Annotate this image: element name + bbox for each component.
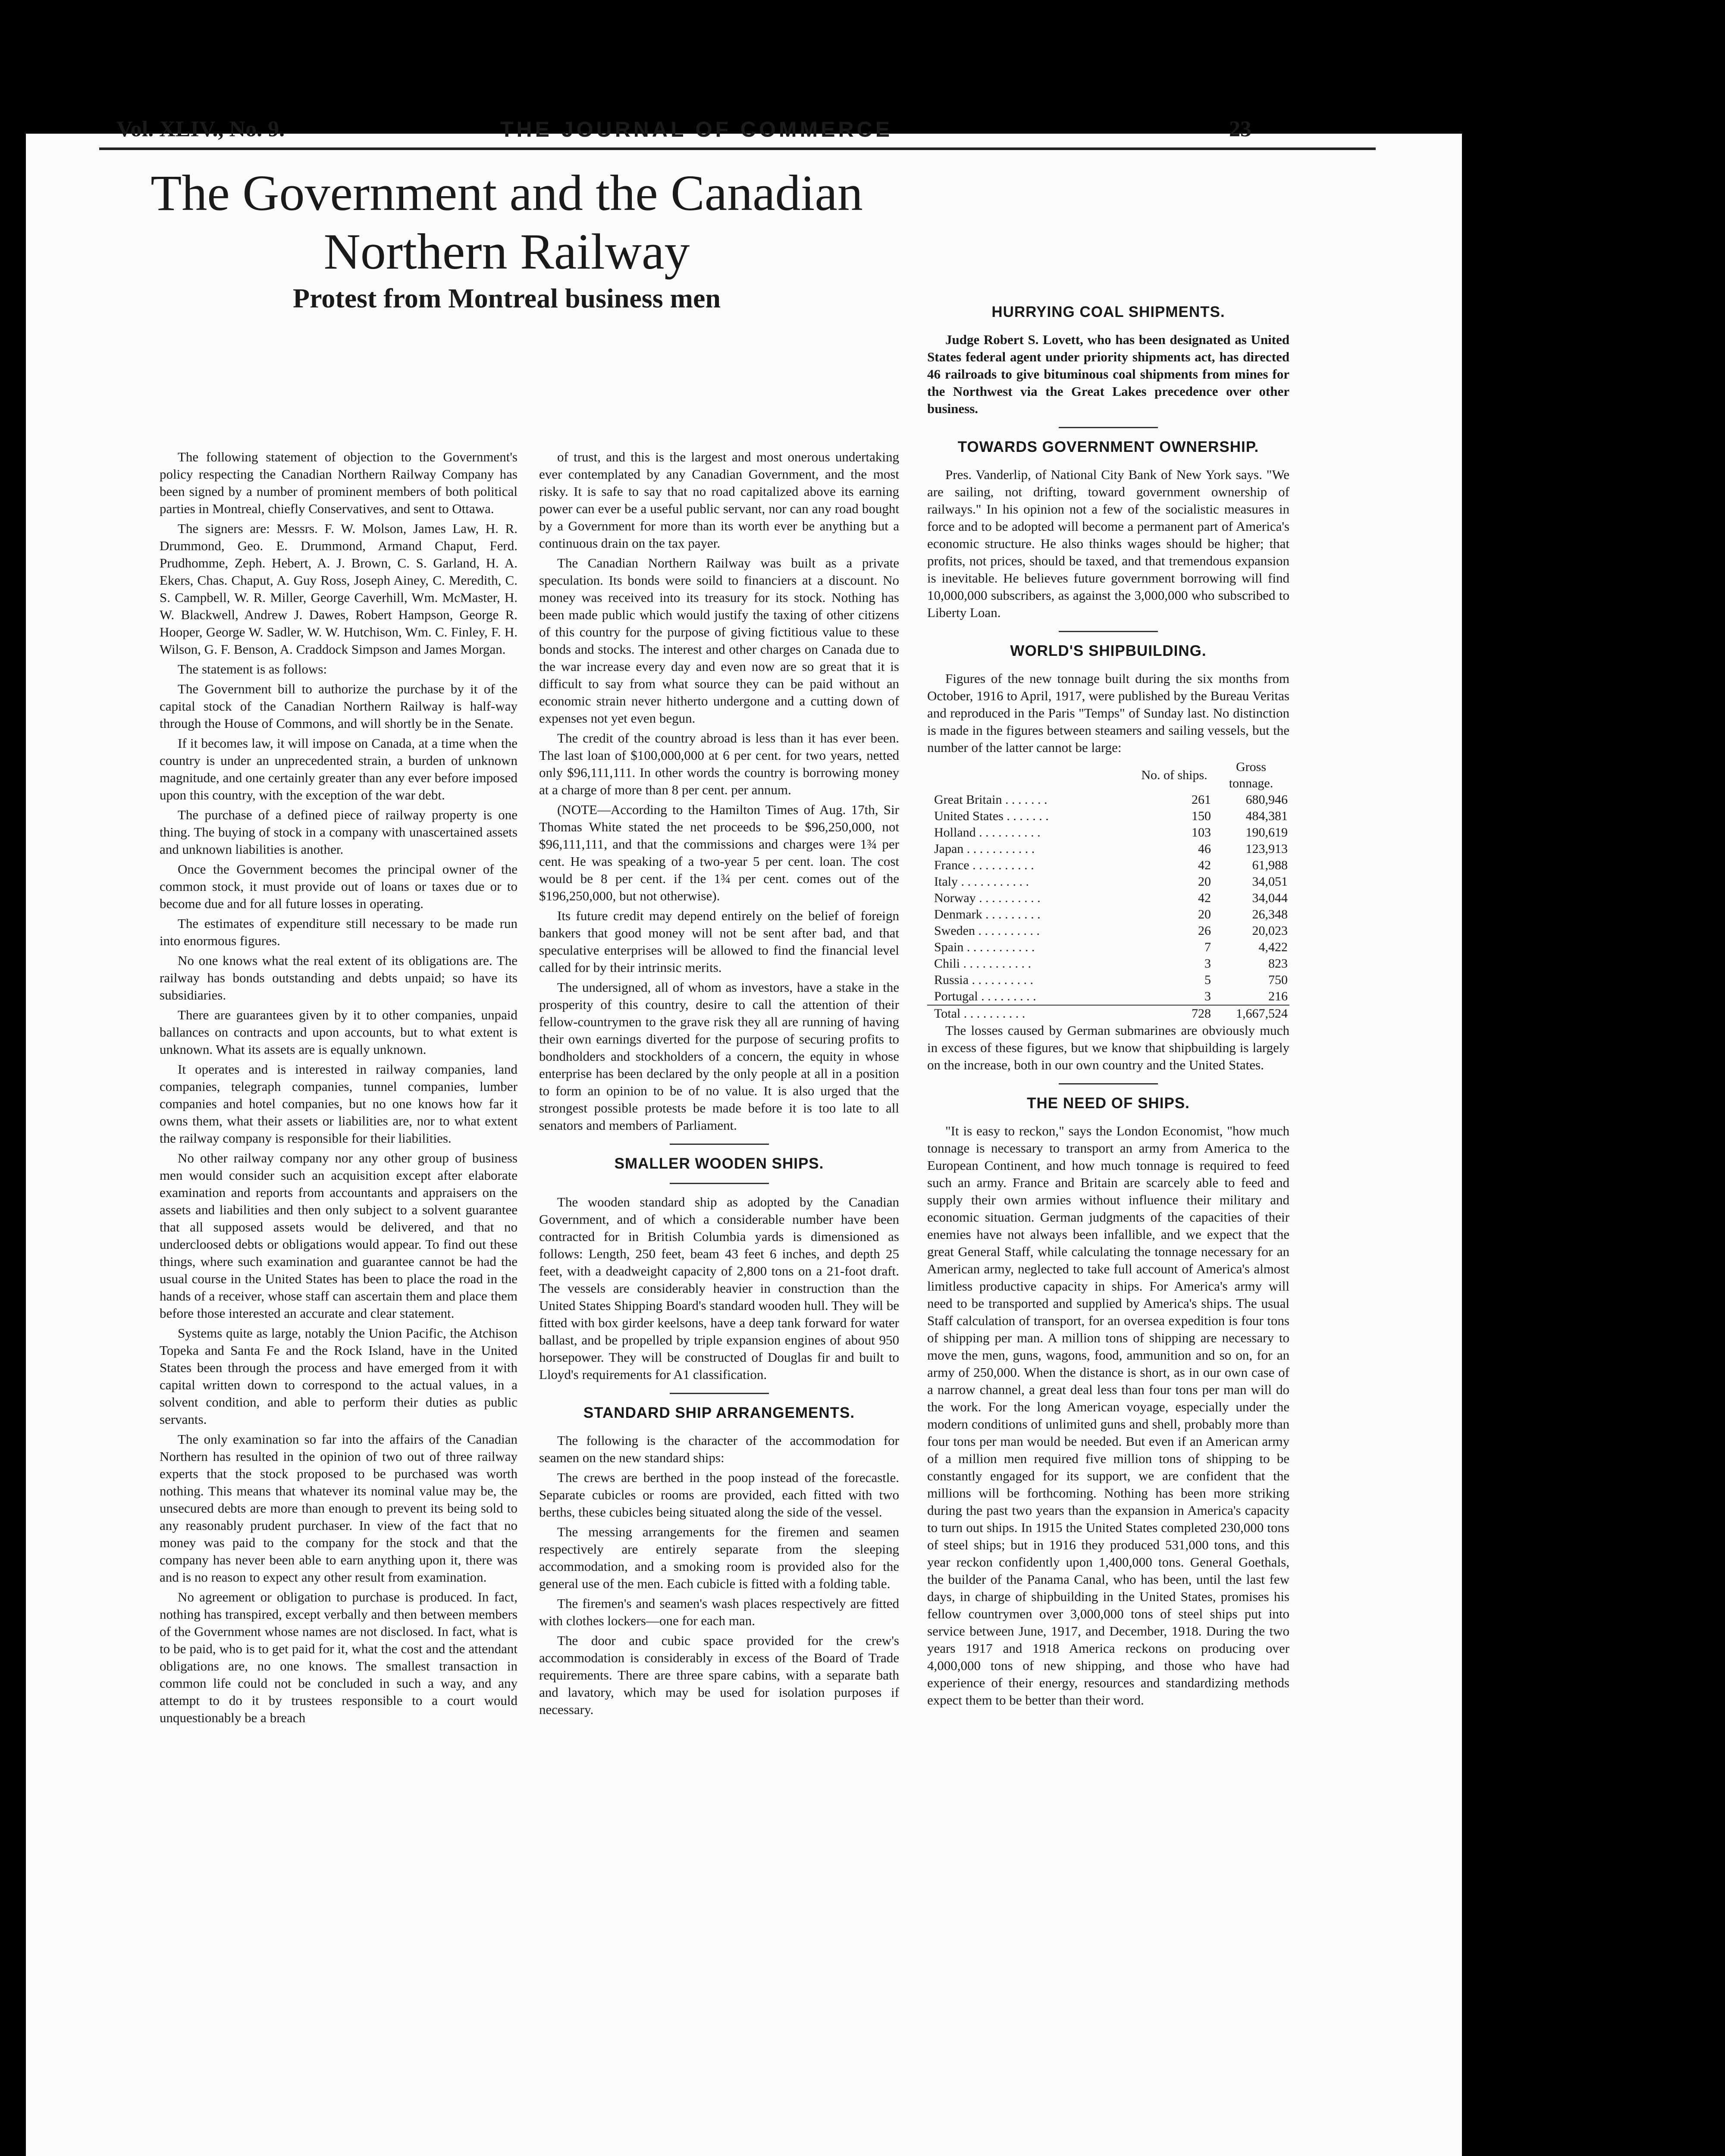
table-row: [927, 857, 1289, 874]
paragraph: There are guarantees given by it to other companies, unpaid ballances on contracts and upon accounts, but to what extent is unknown. What its assets are is equally unknown.: [160, 1007, 518, 1057]
cell-country: Sweden . . . . . . . . . .: [934, 924, 1040, 938]
paragraph: It operates and is interested in railway companies, land companies, telegraph companies, tunnel companies, lumber companies and hotel companies, but no one knows how far it owns them, what their assets or liabilities are, nor to what extent the railway company is responsible for their liabilities.: [160, 1062, 518, 1146]
table-row: [927, 792, 1289, 808]
table-row: [927, 890, 1289, 906]
paragraph: of trust, and this is the largest and most onerous undertaking ever contemplated by any Canadian Government, and the most risky. It is safe to say that no road capitalized above its earning power can ever be a useful public servant, nor can any road bought by a Government for more than its worth ever be anything but a continuous drain on the tax payer.: [539, 449, 899, 551]
cell-country: France . . . . . . . . . .: [934, 858, 1034, 872]
paragraph: The following statement of objection to the Government's policy respecting the Canadian Northern Railway Company has been signed by a number of prominent members of both political parties in Montreal, chiefly Conservatives, and sent to Ottawa.: [160, 449, 518, 516]
cell-ships: 261: [1192, 793, 1211, 807]
article-title: The Government and the Canadian Northern Railway: [151, 165, 863, 280]
table-total-row: [927, 1005, 1289, 1022]
paragraph: No other railway company nor any other group of business men would consider such an acquisition except after elaborate examination and reports from accountants and appraisers on the assets and liabilities and then only subject to a solvent guarantee that all supposed assets would be delivered, and that no undercloosed debts or obligations would appear. To find out these things, where such examination and guarantee cannot be had the usual course in the United States has been to place the road in the hands of a receiver, whose staff can ascertain them and place them before those interested an accurate and clear statement.: [160, 1150, 518, 1321]
page-number: 23: [1229, 117, 1251, 141]
cell-tonnage: 26,348: [1252, 907, 1288, 921]
section-title-smaller-wooden-ships: SMALLER WOODEN SHIPS.: [614, 1155, 824, 1172]
cell-country: Italy . . . . . . . . . . .: [934, 874, 1029, 889]
section-title-worlds-shipbuilding: WORLD'S SHIPBUILDING.: [1010, 642, 1207, 659]
paragraph: Its future credit may depend entirely on the belief of foreign bankers that good money will not be sent after bad, and that speculative enterprises will be allowed to find the financial level called for by their intrinsic merits.: [539, 908, 899, 975]
paragraph: Systems quite as large, notably the Union Pacific, the Atchison Topeka and Santa Fe and the Rock Island, have in the United States been through the process and have emerged from it with capital written down to correspond to the actual values, in a solvent condition, and able to perform their duties as public servants.: [160, 1326, 518, 1427]
table-row: [927, 988, 1289, 1005]
cell-country: Denmark . . . . . . . . .: [934, 907, 1041, 921]
paragraph: The Government bill to authorize the purchase by it of the capital stock of the Canadian Northern Railway is half-way through the House of Commons, and will shortly be in the Senate.: [160, 681, 518, 731]
paragraph: The statement is as follows:: [178, 661, 327, 677]
section-rule: [1059, 631, 1158, 632]
paragraph: The undersigned, all of whom as investors, have a stake in the prosperity of this country, desire to call the attention of their fellow-countrymen to the grave risk they all are running of having their own earnings diverted for the purpose of securing profits to bondholders and stockholders of a concern, the equity in whose enterprise has been declared by the only people at all in a position to form an opinion to be of no value. It is also urged that the strongest possible protests be made before it is too late to all senators and members of Parliament.: [539, 980, 899, 1133]
paragraph: If it becomes law, it will impose on Canada, at a time when the country is under an unprecedented strain, a burden of unknown magnitude, and one certainly greater than any ever before imposed upon this country, with the exception of the war debt.: [160, 736, 518, 802]
section-title-hurrying-coal: HURRYING COAL SHIPMENTS.: [991, 304, 1225, 320]
cell-tonnage: 823: [1268, 956, 1288, 971]
section-rule: [1059, 427, 1158, 428]
cell-ships: 7: [1204, 940, 1211, 954]
paragraph: The door and cubic space provided for the crew's accommodation is considerably in excess of the Board of Trade requirements. There are three spare cabins, with a separate bath and lavatory, which may be used for isolation purposes if necessary.: [539, 1633, 899, 1717]
paragraph: No agreement or obligation to purchase is produced. In fact, nothing has transpired, except verbally and then between members of the Government whose names are not disclosed. In fact, what is to be paid, who is to get paid for it, what the cost and the attendant obligations are, no one knows. The smallest transaction in common life could not be concluded in such a way, and any attempt to do it by trustees responsible to a court would unquestionably be a breach: [160, 1589, 518, 1725]
cell-ships: 3: [1204, 989, 1211, 1003]
cell-country: Russia . . . . . . . . . .: [934, 973, 1034, 987]
section-title-need-of-ships: THE NEED OF SHIPS.: [1027, 1095, 1190, 1112]
table-row: [927, 923, 1289, 939]
table-row: [927, 824, 1289, 841]
section-rule: [1059, 1083, 1158, 1084]
paragraph: "It is easy to reckon," says the London Economist, "how much tonnage is necessary to transport an army from America to the European Continent, and how much tonnage is required to feed such an army. France and Britain are scarcely able to feed and supply their own armies without influence their military and economic situation. German judgments of the capacities of their enemies have not always been infallible, and we expect that the great General Staff, while calculating the tonnage necessary for an American army, neglected to take full account of America's almost limitless productive capacity in ships. For America's army will need to be transported and supplied by America's ships. The usual Staff calculation of transport, for an oversea expedition is four tons of shipping per man. A million tons of shipping are necessary to move the men, guns, wagons, food, ammunition and so on, for an army of 250,000. When the distance is short, as in our own case of a narrow channel, a great deal less than four tons per man will do the work. For the long American voyage, especially under the modern conditions of unlimited guns and shell, probably more than four tons per man would be needed. But even if an American army of a million men required five million tons of shipping to be constantly engaged for its support, we are confident that the millions will be forthcoming. Nothing has been more striking during the past two years than the expansion in America's capacity to turn out ships. In 1915 the United States completed 230,000 tons of steel ships; but in 1916 they produced 531,000 tons, and this year reckon confidently upon 1,400,000 tons. General Goethals, the builder of the Panama Canal, who has been, until the last few days, in charge of shipbuilding in the United States, promises his fellow countrymen over 3,000,000 tons of steel ships put into service between June, 1917, and December, 1918. During the two years 1917 and 1918 America reckons on producing over 4,000,000 tons of new shipping, and those who have had experience of their energy, resources and standardizing methods expect them to be better than their word.: [927, 1123, 1289, 1708]
cell-tonnage: 190,619: [1245, 825, 1288, 840]
cell-tonnage: 34,051: [1252, 874, 1288, 889]
column-1: [160, 448, 518, 2018]
cell-country: Japan . . . . . . . . . . .: [934, 842, 1035, 856]
cell-country: Chili . . . . . . . . . . .: [934, 956, 1032, 971]
table-row: [927, 939, 1289, 956]
section-title-standard-ship-arrangements: STANDARD SHIP ARRANGEMENTS.: [583, 1404, 855, 1421]
paragraph: The crews are berthed in the poop instead of the forecastle. Separate cubicles or rooms are provided, each fitted with two berths, these cubicles being situated along the side of the vessel.: [539, 1470, 899, 1520]
table-row: [927, 874, 1289, 890]
volume-number: Vol. XLIV., No. 9.: [116, 117, 285, 141]
cell-country: Portugal . . . . . . . . .: [934, 989, 1036, 1003]
journal-title: THE JOURNAL OF COMMERCE: [500, 117, 893, 141]
cell-tonnage: 123,913: [1245, 842, 1288, 856]
cell-country: Norway . . . . . . . . . .: [934, 891, 1041, 905]
paragraph: Once the Government becomes the principal owner of the common stock, it must provide out of loans or taxes due or to become due and for all future losses in operating.: [160, 862, 518, 911]
paragraph: The purchase of a defined piece of railway property is one thing. The buying of stock in a company with unascertained assets and unknown liabilities is another.: [160, 807, 518, 857]
column-3: [927, 293, 1289, 2022]
cell-country: Holland . . . . . . . . . .: [934, 825, 1041, 840]
table-row: [927, 972, 1289, 988]
section-rule: [670, 1393, 769, 1394]
paragraph: The messing arrangements for the firemen and seamen respectively are entirely separate from the sleeping accommodation, and a smoking room is provided also for the general use of the men. Each cubicle is fitted with a folding table.: [539, 1524, 899, 1591]
header-tonnage: Gross tonnage.: [1229, 760, 1273, 790]
cell-tonnage: 34,044: [1252, 891, 1288, 905]
cell-ships: 20: [1198, 907, 1211, 921]
header-rule: [99, 147, 1376, 150]
cell-country: Spain . . . . . . . . . . .: [934, 940, 1035, 954]
paragraph: Pres. Vanderlip, of National City Bank of New York says. "We are sailing, not drifting, toward government ownership of railways." In his opinion not a few of the socialistic measures in force and to be adopted will become a permanent part of America's economic structure. He also thinks wages should be higher; that profits, not prices, should be taxed, and that tremendous expansion is inevitable. He believes future government borrowing will find 10,000,000 subscribers, as against the 3,000,000 who subscribed to Liberty Loan.: [927, 467, 1289, 620]
cell-ships: 42: [1198, 891, 1211, 905]
paragraph: The only examination so far into the affairs of the Canadian Northern has resulted in the opinion of two out of three railway experts that the stock proposed to be purchased was worth nothing. This means that whatever its nominal value may be, the unsecured debts are more than enough to prevent its being sold to any reasonably prudent purchaser. In view of the fact that no money was paid to the company for the stock and that the company has never been able to earn anything upon it, there was and is no reason to expect any other result from examination.: [160, 1432, 518, 1585]
cell-total-tonnage: 1,667,524: [1213, 1005, 1289, 1022]
table-row: [927, 956, 1289, 972]
column-2: [539, 448, 899, 2018]
cell-ships: 26: [1198, 924, 1211, 938]
paragraph: Figures of the new tonnage built during the six months from October, 1916 to April, 1917, were published by the Bureau Veritas and reproduced in the Paris "Temps" of Sunday last. No distinction is made in the figures between steamers and sailing vessels, but the number of the latter cannot be large:: [927, 671, 1289, 755]
cell-ships: 3: [1204, 956, 1211, 971]
paragraph: No one knows what the real extent of its obligations are. The railway has bonds outstanding and debts unpaid; so have its subsidiaries.: [160, 953, 518, 1003]
cell-ships: 42: [1198, 858, 1211, 872]
cell-country: United States . . . . . . .: [934, 809, 1049, 823]
section-title-towards-government-ownership: TOWARDS GOVERNMENT OWNERSHIP.: [957, 439, 1259, 455]
cell-ships: 150: [1192, 809, 1211, 823]
cell-tonnage: 216: [1268, 989, 1288, 1003]
section-rule: [670, 1183, 769, 1184]
table-row: [927, 808, 1289, 824]
cell-tonnage: 61,988: [1252, 858, 1288, 872]
shipbuilding-table: [927, 759, 1289, 1022]
paragraph: Judge Robert S. Lovett, who has been designated as United States federal agent under priority shipments act, has directed 46 railroads to give bituminous coal shipments from mines for the Northwest via the Great Lakes precedence over other business.: [927, 332, 1289, 416]
cell-ships: 5: [1204, 973, 1211, 987]
table-row: [927, 906, 1289, 923]
cell-tonnage: 484,381: [1245, 809, 1288, 823]
paragraph: The wooden standard ship as adopted by the Canadian Government, and of which a considerable number have been contracted for in British Columbia yards is dimensioned as follows: Length, 250 feet, beam 43 feet 6 inches, and depth 25 feet, with a deadweight capacity of 2,800 tons on a 21-foot draft. The vessels are considerably heavier in construction than the United States Shipping Board's standard wooden hull. They will be fitted with box girder keelsons, have a deep tank forward for water ballast, and be propelled by triple expansion engines of about 950 horsepower. They will be constructed of Douglas fir and built to Lloyd's requirements for A1 classification.: [539, 1194, 899, 1382]
cell-tonnage: 4,422: [1258, 940, 1288, 954]
paragraph: The signers are: Messrs. F. W. Molson, James Law, H. R. Drummond, Geo. E. Drummond, Armand Chaput, Ferd. Prudhomme, Zeph. Hebert, A. J. Brown, C. S. Garland, H. A. Ekers, Chas. Chaput, A. Guy Ross, Joseph Ainey, C. Meredith, C. S. Campbell, W. R. Miller, George Caverhill, Wm. McMaster, H. W. Blackwell, Andrew J. Dawes, Robert Hampson, George R. Hooper, George W. Sadler, W. W. Hutchison, Wm. C. Finley, F. H. Wilson, G. F. Benson, A. Craddock Simpson and James Morgan.: [160, 521, 518, 657]
cell-tonnage: 680,946: [1245, 793, 1288, 807]
cell-country: Great Britain . . . . . . .: [934, 793, 1048, 807]
table-header-row: [927, 759, 1289, 792]
cell-tonnage: 20,023: [1252, 924, 1288, 938]
cell-tonnage: 750: [1268, 973, 1288, 987]
paragraph: The following is the character of the accommodation for seamen on the new standard ships:: [539, 1433, 899, 1465]
paragraph: (NOTE—According to the Hamilton Times of Aug. 17th, Sir Thomas White stated the net proceeds to be $96,250,000, not $96,111,111, and that the commissions and charges were 1¾ per cent. He was speaking of a two-year 5 per cent. loan. The cost would be 8 per cent. if the 1¾ per cent. comes out of the $196,250,000, but not otherwise).: [539, 802, 899, 903]
table-row: [927, 841, 1289, 857]
paragraph: The firemen's and seamen's wash places respectively are fitted with clothes lockers—one for each man.: [539, 1596, 899, 1628]
cell-ships: 46: [1198, 842, 1211, 856]
cell-total-label: Total . . . . . . . . . .: [927, 1005, 1136, 1022]
section-rule: [670, 1144, 769, 1145]
header-ships: No. of ships.: [1141, 768, 1208, 782]
article-subtitle: Protest from Montreal business men: [293, 283, 721, 313]
paragraph: The estimates of expenditure still necessary to be made run into enormous figures.: [160, 916, 518, 948]
cell-ships: 103: [1192, 825, 1211, 840]
cell-ships: 20: [1198, 874, 1211, 889]
cell-total-ships: 728: [1136, 1005, 1213, 1022]
paragraph: The credit of the country abroad is less than it has ever been. The last loan of $100,000,000 at 6 per cent. for two years, netted only $96,111,111. In other words the country is borrowing money at a charge of more than 8 per cent. per annum.: [539, 730, 899, 797]
paragraph: The Canadian Northern Railway was built as a private speculation. Its bonds were soild to financiers at a discount. No money was received into its treasury for its stock. Nothing has been made public which would justify the taxing of other citizens of this country for the purpose of giving fictitious value to these bonds and stocks. The interest and other charges on Canada due to the war increase every day and even now are so great that it is difficult to say from what source they can be paid without an economic strain never hitherto undergone and a cutting down of expenses not yet even begun.: [539, 555, 899, 726]
paragraph: The losses caused by German submarines are obviously much in excess of these figures, but we know that shipbuilding is largely on the increase, both in our own country and the United States.: [927, 1023, 1289, 1072]
